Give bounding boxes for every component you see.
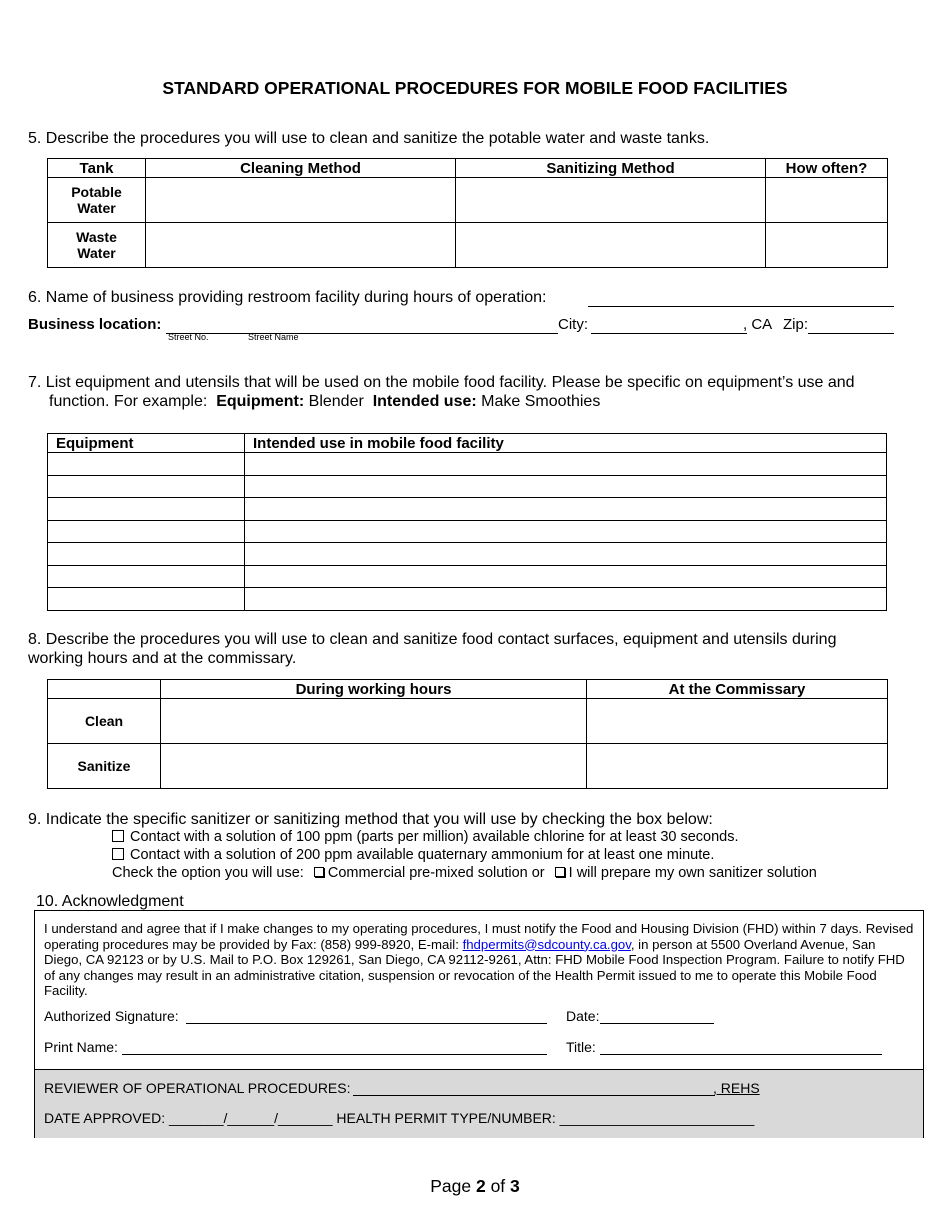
sanitize-working-cell[interactable] (161, 744, 587, 789)
reviewer-section (35, 1069, 923, 1138)
equipment-table (47, 433, 887, 611)
date-field[interactable] (600, 1006, 714, 1024)
potable-sanitizing-cell[interactable] (456, 178, 766, 223)
option-quaternary: Contact with a solution of 200 ppm available quaternary ammonium for at least one minute. (112, 847, 714, 863)
zip-field[interactable] (808, 313, 894, 334)
surfaces-table (47, 679, 888, 789)
sanitize-commissary-cell[interactable] (587, 744, 888, 789)
clean-working-cell[interactable] (161, 699, 587, 744)
question-9: 9. Indicate the specific sanitizer or sanitizing method that you will use by checking the box below: (28, 811, 713, 828)
intended-use-cell[interactable] (245, 498, 887, 521)
restroom-business-field[interactable] (588, 286, 894, 307)
city-field[interactable] (591, 313, 747, 334)
question-7-line2: function. For example: Equipment: Blender Intended use: Make Smoothies (49, 393, 601, 410)
date-approved-field[interactable]: _______/______/_______ (169, 1110, 333, 1126)
page-title: STANDARD OPERATIONAL PROCEDURES FOR MOBILE FOOD FACILITIES (162, 78, 788, 98)
print-name-field[interactable] (122, 1037, 547, 1055)
table-row (48, 178, 888, 223)
table-row (48, 475, 887, 498)
tank-table (47, 158, 888, 268)
table-row (48, 699, 888, 744)
table-row (48, 520, 887, 543)
row-waste-water: Waste Water (48, 223, 146, 268)
own-solution-checkbox[interactable] (555, 867, 565, 877)
intended-use-cell[interactable] (245, 543, 887, 566)
city-label: City: (558, 316, 588, 333)
row-clean: Clean (48, 699, 161, 744)
col-tank: Tank (48, 159, 146, 178)
potable-how-often-cell[interactable] (766, 178, 888, 223)
rehs-suffix: , REHS (713, 1080, 760, 1096)
col-blank (48, 680, 161, 699)
question-8-line1: 8. Describe the procedures you will use to clean and sanitize food contact surfaces, equipment and utensils during (28, 631, 837, 648)
equipment-cell[interactable] (48, 453, 245, 476)
waste-cleaning-cell[interactable] (146, 223, 456, 268)
date-approved-line: DATE APPROVED: _______/______/_______ HEALTH PERMIT TYPE/NUMBER: _________________________ (44, 1110, 755, 1126)
quaternary-checkbox[interactable] (112, 848, 124, 860)
business-location-field[interactable] (166, 313, 558, 334)
acknowledgment-paragraph: I understand and agree that if I make changes to my operating procedures, I must notify the Food and Housing Division (FHD) within 7 days. Revised operating procedures may be provided by Fax: (858) 999-8920, E-mail: fhdpermits@sdcounty.ca.gov, in person at 5500 Overland Avenue, San Diego, CA 92123 or by U.S. Mail to P.O. Box 129261, San Diego, CA 92112-9261, Attn: FHD Mobile Food Inspection Program. Failure to notify FHD of any changes may result in an administrative citation, suspension or revocation of the Health Permit issued to me to operate this Mobile Food Facility. (44, 921, 914, 998)
table-row (48, 498, 887, 521)
signature-label: Authorized Signature: (44, 1008, 179, 1024)
acknowledgment-heading: 10. Acknowledgment (36, 893, 184, 910)
equipment-cell[interactable] (48, 565, 245, 588)
row-potable-water: Potable Water (48, 178, 146, 223)
permit-number-field[interactable]: _________________________ (559, 1110, 755, 1126)
intended-use-cell[interactable] (245, 565, 887, 588)
street-name-caption: Street Name (248, 332, 299, 342)
table-row (48, 744, 888, 789)
col-sanitizing: Sanitizing Method (456, 159, 766, 178)
print-name-label: Print Name: (44, 1039, 118, 1055)
email-link[interactable]: fhdpermits@sdcounty.ca.gov (462, 936, 631, 952)
table-row (48, 565, 887, 588)
clean-commissary-cell[interactable] (587, 699, 888, 744)
col-how-often: How often? (766, 159, 888, 178)
page-number: Page 2 of 3 (430, 1176, 520, 1196)
table-row (48, 453, 887, 476)
question-7-line1: 7. List equipment and utensils that will be used on the mobile food facility. Please be specific on equipment’s use and (28, 374, 855, 391)
equipment-cell[interactable] (48, 498, 245, 521)
option-chlorine: Contact with a solution of 100 ppm (parts per million) available chlorine for at least 30 seconds. (112, 829, 739, 845)
row-sanitize: Sanitize (48, 744, 161, 789)
intended-use-cell[interactable] (245, 453, 887, 476)
col-working-hours: During working hours (161, 680, 587, 699)
waste-how-often-cell[interactable] (766, 223, 888, 268)
table-row (48, 543, 887, 566)
street-no-caption: Street No. (168, 332, 209, 342)
intended-use-cell[interactable] (245, 520, 887, 543)
col-cleaning: Cleaning Method (146, 159, 456, 178)
zip-label: Zip: (783, 316, 809, 333)
question-6: 6. Name of business providing restroom facility during hours of operation: (28, 289, 547, 306)
title-field[interactable] (600, 1037, 882, 1055)
potable-cleaning-cell[interactable] (146, 178, 456, 223)
col-commissary: At the Commissary (587, 680, 888, 699)
reviewer-label: REVIEWER OF OPERATIONAL PROCEDURES: (44, 1080, 351, 1096)
chlorine-checkbox[interactable] (112, 830, 124, 842)
intended-use-cell[interactable] (245, 588, 887, 611)
question-5: 5. Describe the procedures you will use to clean and sanitize the potable water and waste tanks. (28, 130, 710, 147)
title-label: Title: (566, 1039, 596, 1055)
equipment-cell[interactable] (48, 543, 245, 566)
col-intended-use: Intended use in mobile food facility (245, 434, 887, 453)
intended-use-cell[interactable] (245, 475, 887, 498)
state-text: , CA (743, 316, 773, 333)
signature-field[interactable] (186, 1006, 547, 1024)
equipment-cell[interactable] (48, 520, 245, 543)
col-equipment: Equipment (48, 434, 245, 453)
date-label: Date: (566, 1008, 600, 1024)
table-row (48, 588, 887, 611)
premixed-checkbox[interactable] (314, 867, 324, 877)
equipment-cell[interactable] (48, 475, 245, 498)
acknowledgment-box (34, 910, 924, 1138)
table-row (48, 223, 888, 268)
question-8-line2: working hours and at the commissary. (28, 650, 297, 667)
check-option-line: Check the option you will use: Commercial pre-mixed solution or I will prepare my own sanitizer solution (112, 865, 817, 881)
business-location-label: Business location: (28, 316, 162, 333)
reviewer-field[interactable] (353, 1078, 715, 1096)
waste-sanitizing-cell[interactable] (456, 223, 766, 268)
equipment-cell[interactable] (48, 588, 245, 611)
